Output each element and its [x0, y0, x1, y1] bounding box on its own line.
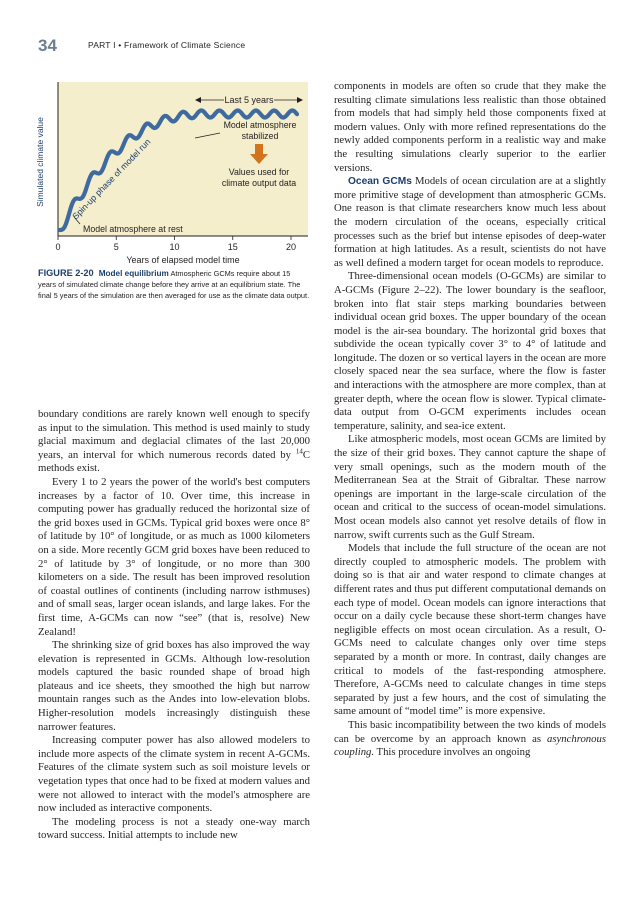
asynchronous-coupling-term: asynchronous coupling.: [334, 732, 606, 759]
x-axis-label: Years of elapsed model time: [126, 255, 240, 265]
rest-label: Model atmosphere at rest: [83, 224, 183, 234]
right-paragraph-2: [334, 175, 606, 270]
figure-caption: [38, 268, 310, 302]
left-p1-text: boundary conditions are rarely known well enough to specify as input to the simulation. This method is used mainly to study glacial maximum and deglacial climates of the last 20,000 years, an interval for which numerous records dated by: [38, 408, 310, 461]
model-equilibrium-diagram: [36, 80, 310, 266]
x-tick-label: 5: [113, 242, 119, 252]
left-paragraph-2: Every 1 to 2 years the power of the world's best computers increases by a factor of 10. Over time, this increase in computing power has gradually reduced the horizontal size of the grid boxes used in GCMs. Typical grid boxes were once 8° of latitude by 10° of longitude, or as much as 1000 kilometers on a side. More recently GCM grid boxes have been reduced to 2° of latitude by 3° of longitude, or no more than 300 kilometers on a side. The result has been improved resolution of coastal outlines of continents (including narrow isthmuses) and of small seas, larger ocean islands, and large lakes. For the first time, A-GCMs can now “see” (that is, resolve) New Zealand!: [38, 475, 310, 638]
figure-2-20: [36, 80, 310, 266]
spin-up-label: Spin-up phase of model run: [70, 136, 153, 222]
left-column: [38, 408, 310, 843]
left-paragraph-1: [38, 408, 310, 476]
x-tick-label: 0: [55, 242, 61, 252]
right-paragraph-5: Models that include the full structure of the ocean are not directly coupled to atmospheric models. The problem with doing so is that air and water respond to climate changes at different rates and thus put different computational demands on each type of model. Ocean models can ignore interactions that occur on a daily cycle because these short-term changes have negligible effects on most ocean circulation. As a result, O-GCMs need to calculate changes only over time steps separated by a month or more. In contrast, daily changes are critical to models of the fast-responding atmosphere. Therefore, A-GCMs need to calculate changes in time steps separated by just a few hours, and the cost of simulating the same amount of “model time” is more expensive.: [334, 542, 606, 718]
output-label-line2: climate output data: [221, 178, 297, 188]
right-paragraph-4: Like atmospheric models, most ocean GCMs are limited by the size of their grid boxes. They cannot capture the shape of very small openings, such as the modern mouth of the Mediterranean Sea at the Strait of Gibraltar. These narrow openings are important in the large-scale circulation of the ocean and critical to the success of ocean-model simulations. Most ocean models also cannot yet resolve details of flow in narrow, swift currents such as the Gulf Stream.: [334, 433, 606, 541]
left-paragraph-4: Increasing computer power has also allowed modelers to include more aspects of the climate system in recent A-GCMs. Features of the climate system such as soil moisture levels or vegetation types that once had to be fixed at modern values and were not allowed to interact with the model's atmosphere are now included as interactive components.: [38, 734, 310, 815]
y-axis-label: Simulated climate value: [35, 117, 45, 207]
x-ticks: [55, 236, 296, 252]
carbon-14-superscript: 14: [295, 447, 303, 456]
x-tick-label: 10: [169, 242, 180, 252]
last-5-years-label: Last 5 years: [224, 95, 274, 105]
left-p1-end: C methods exist.: [38, 448, 310, 475]
right-p2-text: Models of ocean circulation are at a slightly more primitive stage of development than atmospheric GCMs. One reason is that climate researchers know much less about the modern circulation of the oceans, especially critical processes such as the brief but intense episodes of deep-water formation at high latitudes. As a result, scientists do not have as well defined a modern target for ocean models to reproduce.: [334, 175, 606, 269]
ocean-gcms-heading: Ocean GCMs: [348, 176, 412, 188]
right-paragraph-6: [334, 719, 606, 760]
stabilized-label-line1: Model atmosphere: [223, 120, 297, 130]
right-column: [334, 80, 606, 760]
left-paragraph-3: The shrinking size of grid boxes has also improved the way elevation is represented in GCMs. Although low-resolution models captured the basic rounded shape of broad high plateaus and ice sheets, they smoothed the high but narrow mountain ranges such as the Andes into low-elevation blobs. Higher-resolution models increasingly distinguish these narrower features.: [38, 639, 310, 733]
caption-text: Atmospheric GCMs require about 15 years of simulated climate change before they arrive at an equilibrium state. The final 5 years of the simulation are then averaged for use as the climate data output.: [38, 269, 310, 301]
x-tick-label: 15: [227, 242, 238, 252]
running-title: PART I • Framework of Climate Science: [88, 40, 246, 50]
page-number: 34: [38, 36, 57, 55]
output-label-line1: Values used for: [228, 167, 290, 177]
plot-panel: [58, 82, 308, 236]
right-paragraph-1: components in models are often so crude that they make the resulting climate simulations less realistic than those obtained from models that had simply held those components fixed at modern values. Only with more refined representations do the newly added components perform in a realistic way and make the resulting simulations clearly superior to the earlier versions.: [334, 80, 606, 174]
caption-title: Model equilibrium: [98, 269, 169, 278]
right-p6-end: This procedure involves an ongoing: [374, 746, 531, 759]
right-p6-text: This basic incompatibility between the two kinds of models can be overcome by an approach known as: [334, 718, 606, 745]
stabilized-label-line2: stabilized: [241, 131, 279, 141]
left-paragraph-5: The modeling process is not a steady one-way march toward success. Initial attempts to include new: [38, 815, 310, 842]
caption-label: FIGURE 2-20: [38, 268, 94, 278]
x-tick-label: 20: [285, 242, 297, 252]
right-paragraph-3: Three-dimensional ocean models (O-GCMs) are similar to A-GCMs (Figure 2–22). The lower boundary is the seafloor, broken into flat stair steps marking boundaries between individual ocean grid boxes. The upper boundary of the ocean model is the air-sea boundary. The horizontal grid boxes that subdivide the ocean typically cover 3° to 4° of latitude and longitude. The dozen or so vertical layers in the ocean are more closely spaced near the sea surface, where the flow is faster and interactions with the atmosphere are more complex, than at greater depth, where the ocean flow is slower. Typical climate-data output from O-GCM experiments includes ocean temperature, salinity, and sea-ice extent.: [334, 270, 606, 432]
